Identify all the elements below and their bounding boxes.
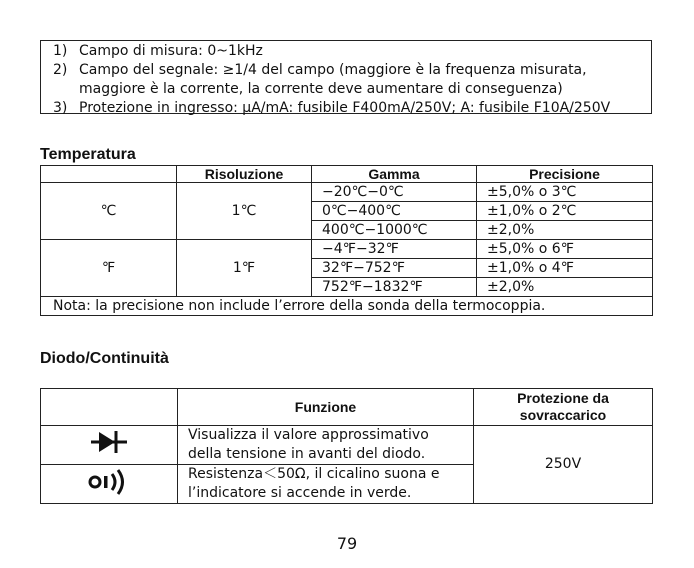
function-text-line: Resistenza＜50Ω, il cicalino suona e (188, 466, 440, 482)
accuracy-cell: ±2,0% (477, 278, 653, 297)
accuracy-cell: ±5,0% o 3℃ (477, 183, 653, 202)
note-item (53, 42, 651, 61)
unit-fahrenheit: ℉ (41, 240, 177, 297)
table-note-row (41, 297, 653, 316)
page-number: 79 (336, 534, 358, 553)
continuity-icon (87, 466, 131, 496)
table-row (41, 240, 653, 259)
accuracy-cell: ±5,0% o 6℉ (477, 240, 653, 259)
function-cell (178, 426, 474, 465)
temperature-heading: Temperatura (40, 146, 136, 163)
range-cell: 32℉−752℉ (312, 259, 477, 278)
function-cell (178, 465, 474, 504)
function-text-line: Visualizza il valore approssimativo (188, 427, 429, 443)
header-range: Gamma (312, 166, 477, 183)
range-cell: 0℃−400℃ (312, 202, 477, 221)
table-row (41, 183, 653, 202)
note-number: 3) (53, 100, 68, 116)
resolution-fahrenheit: 1℉ (177, 240, 312, 297)
header-accuracy: Precisione (477, 166, 653, 183)
header-protection-line: sovraccarico (519, 407, 607, 423)
header-function: Funzione (178, 389, 474, 426)
note-text: Campo di misura: 0~1kHz (79, 43, 263, 59)
temperature-table (40, 165, 653, 316)
header-symbol (41, 389, 178, 426)
note-item (53, 99, 651, 118)
accuracy-cell: ±1,0% o 4℉ (477, 259, 653, 278)
accuracy-cell: ±2,0% (477, 221, 653, 240)
protection-value: 250V (474, 426, 653, 504)
diode-symbol-cell (41, 426, 178, 465)
resolution-celsius: 1℃ (177, 183, 312, 240)
continuity-symbol-cell (41, 465, 178, 504)
function-text-line: della tensione in avanti del diodo. (188, 446, 426, 462)
header-protection-line: Protezione da (517, 390, 609, 406)
header-unit (41, 166, 177, 183)
unit-celsius: ℃ (41, 183, 177, 240)
header-resolution: Risoluzione (177, 166, 312, 183)
table-header-row (41, 166, 653, 183)
header-protection (474, 389, 653, 426)
range-cell: 752℉−1832℉ (312, 278, 477, 297)
temperature-note: Nota: la precisione non include l’errore della sonda della termocoppia. (41, 297, 653, 316)
note-text: Protezione in ingresso: µA/mA: fusibile F400mA/250V; A: fusibile F10A/250V (79, 100, 611, 116)
note-text-continuation: maggiore è la corrente, la corrente deve aumentare di conseguenza) (79, 81, 563, 97)
range-cell: −4℉−32℉ (312, 240, 477, 259)
note-item (53, 61, 651, 80)
diode-icon (89, 428, 129, 456)
diode-continuity-table (40, 388, 653, 504)
range-cell: −20℃−0℃ (312, 183, 477, 202)
range-cell: 400℃−1000℃ (312, 221, 477, 240)
note-number: 1) (53, 43, 68, 59)
table-row (41, 426, 653, 465)
accuracy-cell: ±1,0% o 2℃ (477, 202, 653, 221)
function-text-line: l’indicatore si accende in verde. (188, 485, 412, 501)
table-header-row (41, 389, 653, 426)
note-text: Campo del segnale: ≥1/4 del campo (maggiore è la frequenza misurata, (79, 62, 587, 78)
spec-notes-box (40, 40, 652, 114)
note-number: 2) (53, 62, 68, 78)
diode-continuity-heading: Diodo/Continuità (40, 350, 169, 367)
